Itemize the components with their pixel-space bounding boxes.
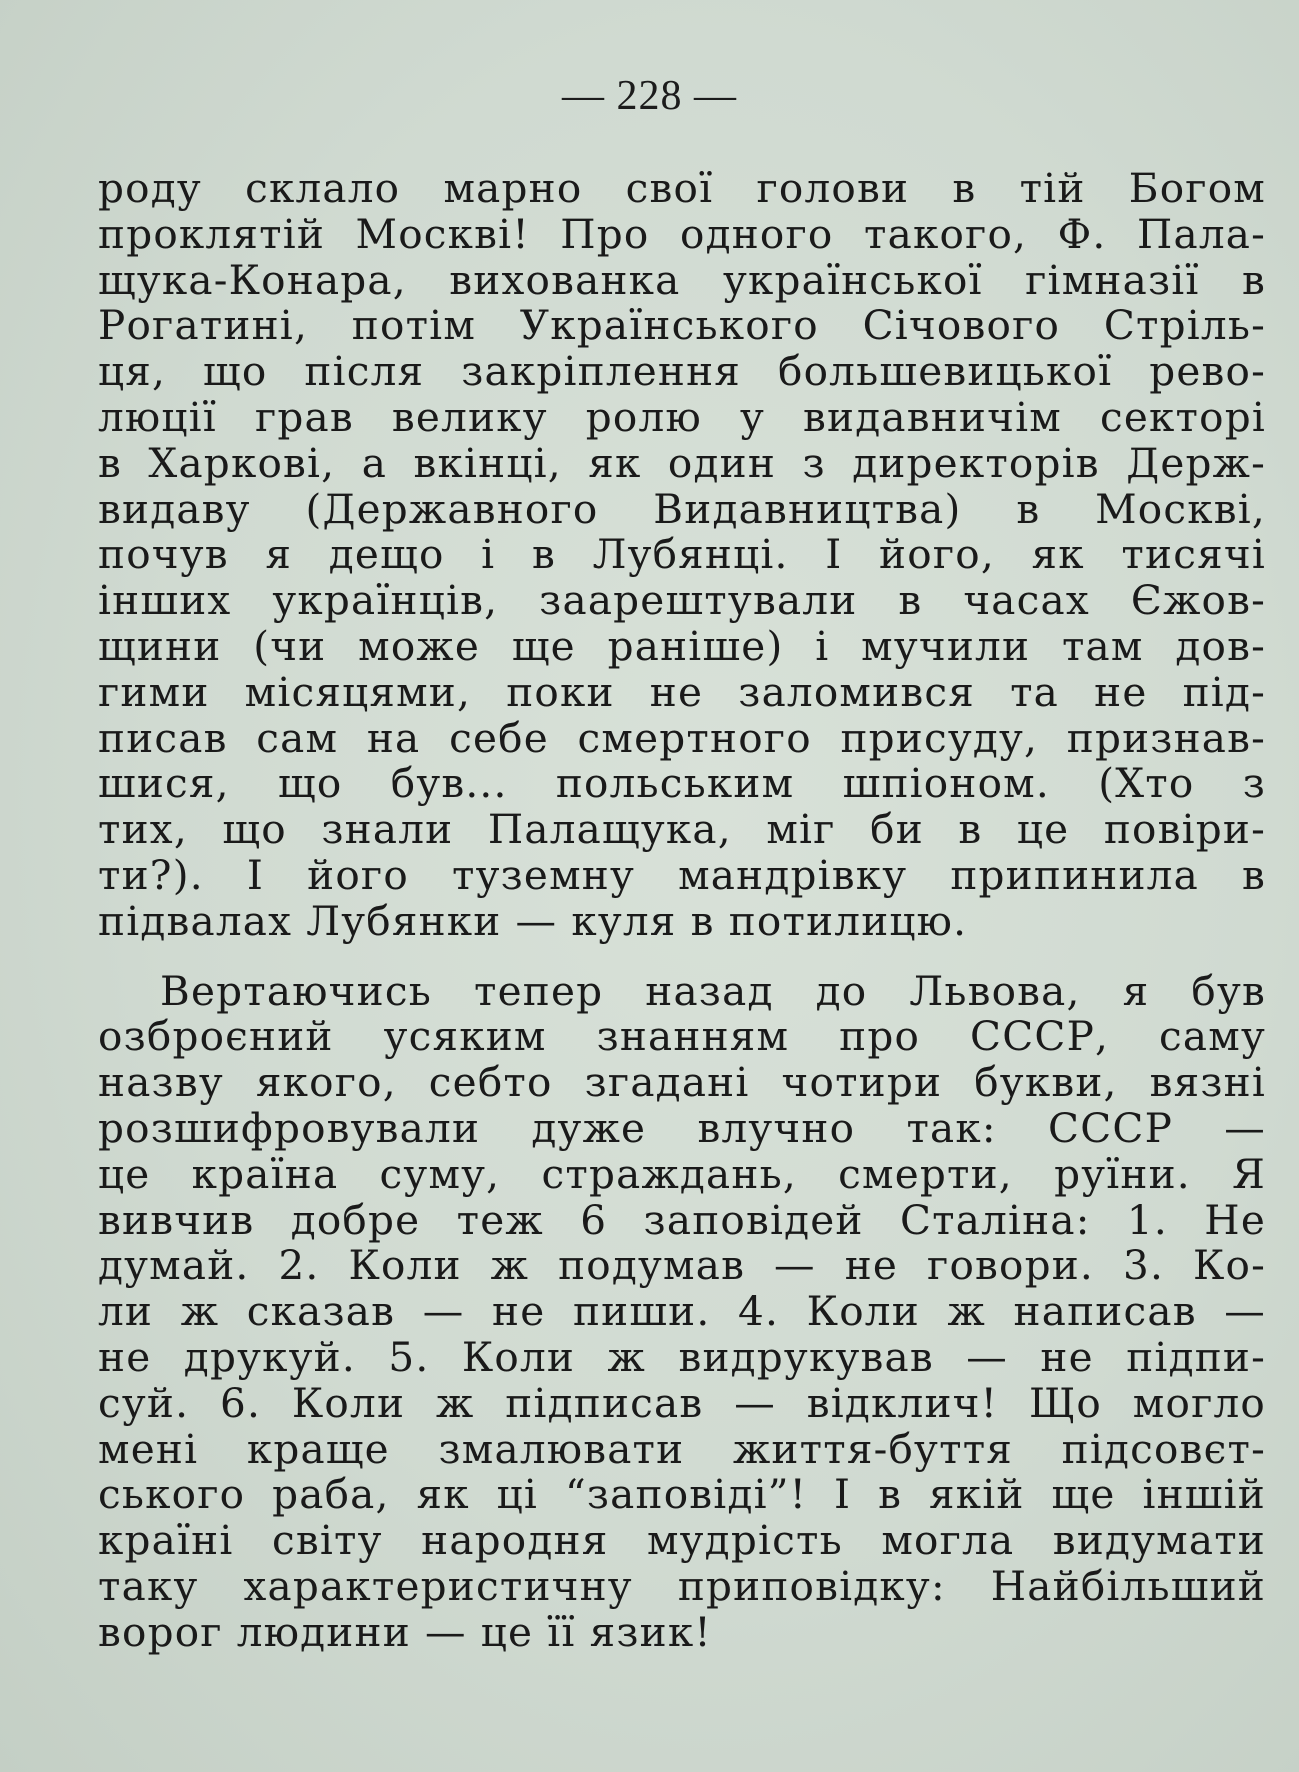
text-line: ворог людини — це її язик! xyxy=(98,1609,712,1656)
text-line: шися, що був... польським шпіоном. (Хто з xyxy=(98,761,1266,808)
text-line: мені краще змалювати життя-буття підсовєт- xyxy=(98,1426,1266,1473)
text-line: тих, що знали Палащука, міг би в це повіри- xyxy=(98,807,1266,853)
body-text xyxy=(98,166,1266,1656)
text-line: роду склало марно свої голови в тій Богом xyxy=(98,166,1266,212)
text-line: озброєний усяким знанням про СССР, саму xyxy=(98,1014,1266,1061)
text-line: ти?). І його туземну мандрівку припинила в xyxy=(98,852,1266,899)
text-line: ського раба, як ці “заповіді”! І в якій ще іншій xyxy=(98,1472,1266,1519)
text-line: щини (чи може ще раніше) і мучили там дов- xyxy=(98,623,1266,670)
text-line: Рогатині, потім Українського Січового Стріль- xyxy=(98,303,1266,350)
text-line: гими місяцями, поки не заломився та не під- xyxy=(98,669,1266,716)
paragraph-gap xyxy=(98,945,1266,969)
text-line: підвалах Лубянки — куля в потилицю. xyxy=(98,898,968,945)
text-line: щука-Конара, вихованка української гімназії в xyxy=(98,257,1266,304)
page-number: — 228 — xyxy=(562,73,737,119)
text-line: почув я дещо і в Лубянці. І його, як тисячі xyxy=(98,532,1266,579)
text-line: ця, що після закріплення большевицької рево- xyxy=(98,349,1266,395)
text-line: вивчив добре теж 6 заповідей Сталіна: 1. Не xyxy=(98,1197,1266,1244)
text-line: не друкуй. 5. Коли ж видрукував — не підпи- xyxy=(98,1334,1266,1381)
paragraph xyxy=(98,166,1266,945)
text-line: видаву (Державного Видавництва) в Москві, xyxy=(98,486,1266,533)
text-line: писав сам на себе смертного присуду, признав- xyxy=(98,715,1266,762)
text-line: в Харкові, а вкінці, як один з директорів Держ- xyxy=(98,440,1266,487)
text-line: суй. 6. Коли ж підписав — відклич! Що могло xyxy=(98,1380,1266,1427)
text-line: таку характеристичну приповідку: Найбільший xyxy=(98,1563,1266,1610)
text-line: інших українців, заарештували в часах Єжов- xyxy=(98,578,1266,624)
text-line: країні світу народня мудрість могла видумати xyxy=(98,1518,1266,1564)
text-line: проклятій Москві! Про одного такого, Ф. Пала- xyxy=(98,211,1266,258)
text-line: це країна суму, страждань, смерти, руїни. Я xyxy=(98,1151,1266,1198)
text-line: назву якого, себто згадані чотири букви, вязні xyxy=(98,1060,1266,1106)
text-line: думай. 2. Коли ж подумав — не говори. 3. Ко- xyxy=(98,1243,1266,1290)
text-line: люції грав велику ролю у видавничім секторі xyxy=(98,394,1266,441)
text-line: ли ж сказав — не пиши. 4. Коли ж написав — xyxy=(98,1289,1266,1335)
text-line: Вертаючись тепер назад до Львова, я був xyxy=(160,968,1266,1015)
paragraph xyxy=(98,969,1266,1656)
text-line: розшифровували дуже влучно так: СССР — xyxy=(98,1105,1266,1152)
